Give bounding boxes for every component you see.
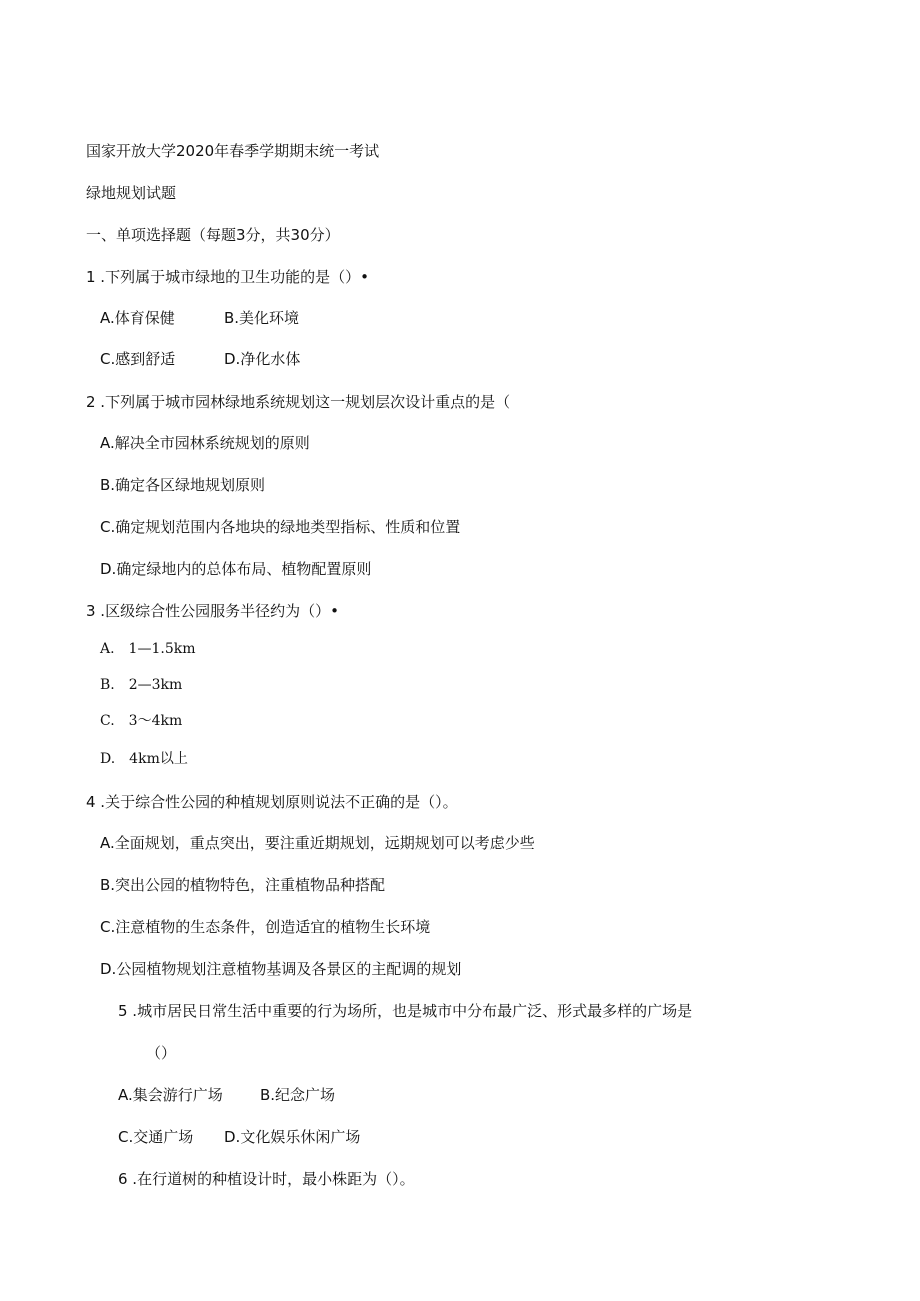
question-1-option-b: B.美化环境 (224, 309, 300, 327)
question-3-option-c: C. 3～4km (100, 713, 183, 729)
question-3-option-d: D. 4km以上 (100, 751, 188, 767)
question-3-option-a: A. 1—1.5km (100, 641, 196, 657)
question-6-stem: 6 .在行道树的种植设计时，最小株距为（）。 (118, 1170, 415, 1188)
question-4-option-a: A.全面规划，重点突出，要注重近期规划，远期规划可以考虑少些 (100, 834, 535, 852)
question-2-option-a: A.解决全市园林系统规划的原则 (100, 434, 310, 452)
question-5-option-d: D.文化娱乐休闲广场 (224, 1128, 361, 1146)
question-5-option-b: B.纪念广场 (260, 1086, 336, 1104)
question-2-option-d: D.确定绿地内的总体布局、植物配置原则 (100, 560, 372, 578)
question-5-option-a: A.集会游行广场 (118, 1086, 223, 1104)
question-4-option-c: C.注意植物的生态条件，创造适宜的植物生长环境 (100, 918, 431, 936)
question-5-stem: 5 .城市居民日常生活中重要的行为场所，也是城市中分布最广泛、形式最多样的广场是 (118, 1002, 693, 1020)
section-heading: 一、单项选择题（每题3分，共30分） (86, 226, 340, 244)
question-1-option-d: D.净化水体 (224, 350, 301, 368)
question-1-stem: 1 .下列属于城市绿地的卫生功能的是（）• (86, 268, 369, 286)
question-2-option-c: C.确定规划范围内各地块的绿地类型指标、性质和位置 (100, 518, 461, 536)
exam-title: 国家开放大学2020年春季学期期末统一考试 (86, 142, 380, 160)
question-4-option-b: B.突出公园的植物特色，注重植物品种搭配 (100, 876, 386, 894)
paper-title: 绿地规划试题 (86, 184, 177, 202)
question-1-option-c: C.感到舒适 (100, 350, 176, 368)
question-5-option-c: C.交通广场 (118, 1128, 194, 1146)
question-3-option-b: B. 2—3km (100, 677, 183, 693)
question-4-stem: 4 .关于综合性公园的种植规划原则说法不正确的是（）。 (86, 793, 458, 811)
question-3-stem: 3 .区级综合性公园服务半径约为（）• (86, 602, 339, 620)
question-4-option-d: D.公园植物规划注意植物基调及各景区的主配调的规划 (100, 960, 462, 978)
question-1-option-a: A.体育保健 (100, 309, 175, 327)
question-2-option-b: B.确定各区绿地规划原则 (100, 476, 266, 494)
question-5-stem-continued: （） (146, 1044, 177, 1062)
question-2-stem: 2 .下列属于城市园林绿地系统规划这一规划层次设计重点的是（ (86, 393, 511, 411)
